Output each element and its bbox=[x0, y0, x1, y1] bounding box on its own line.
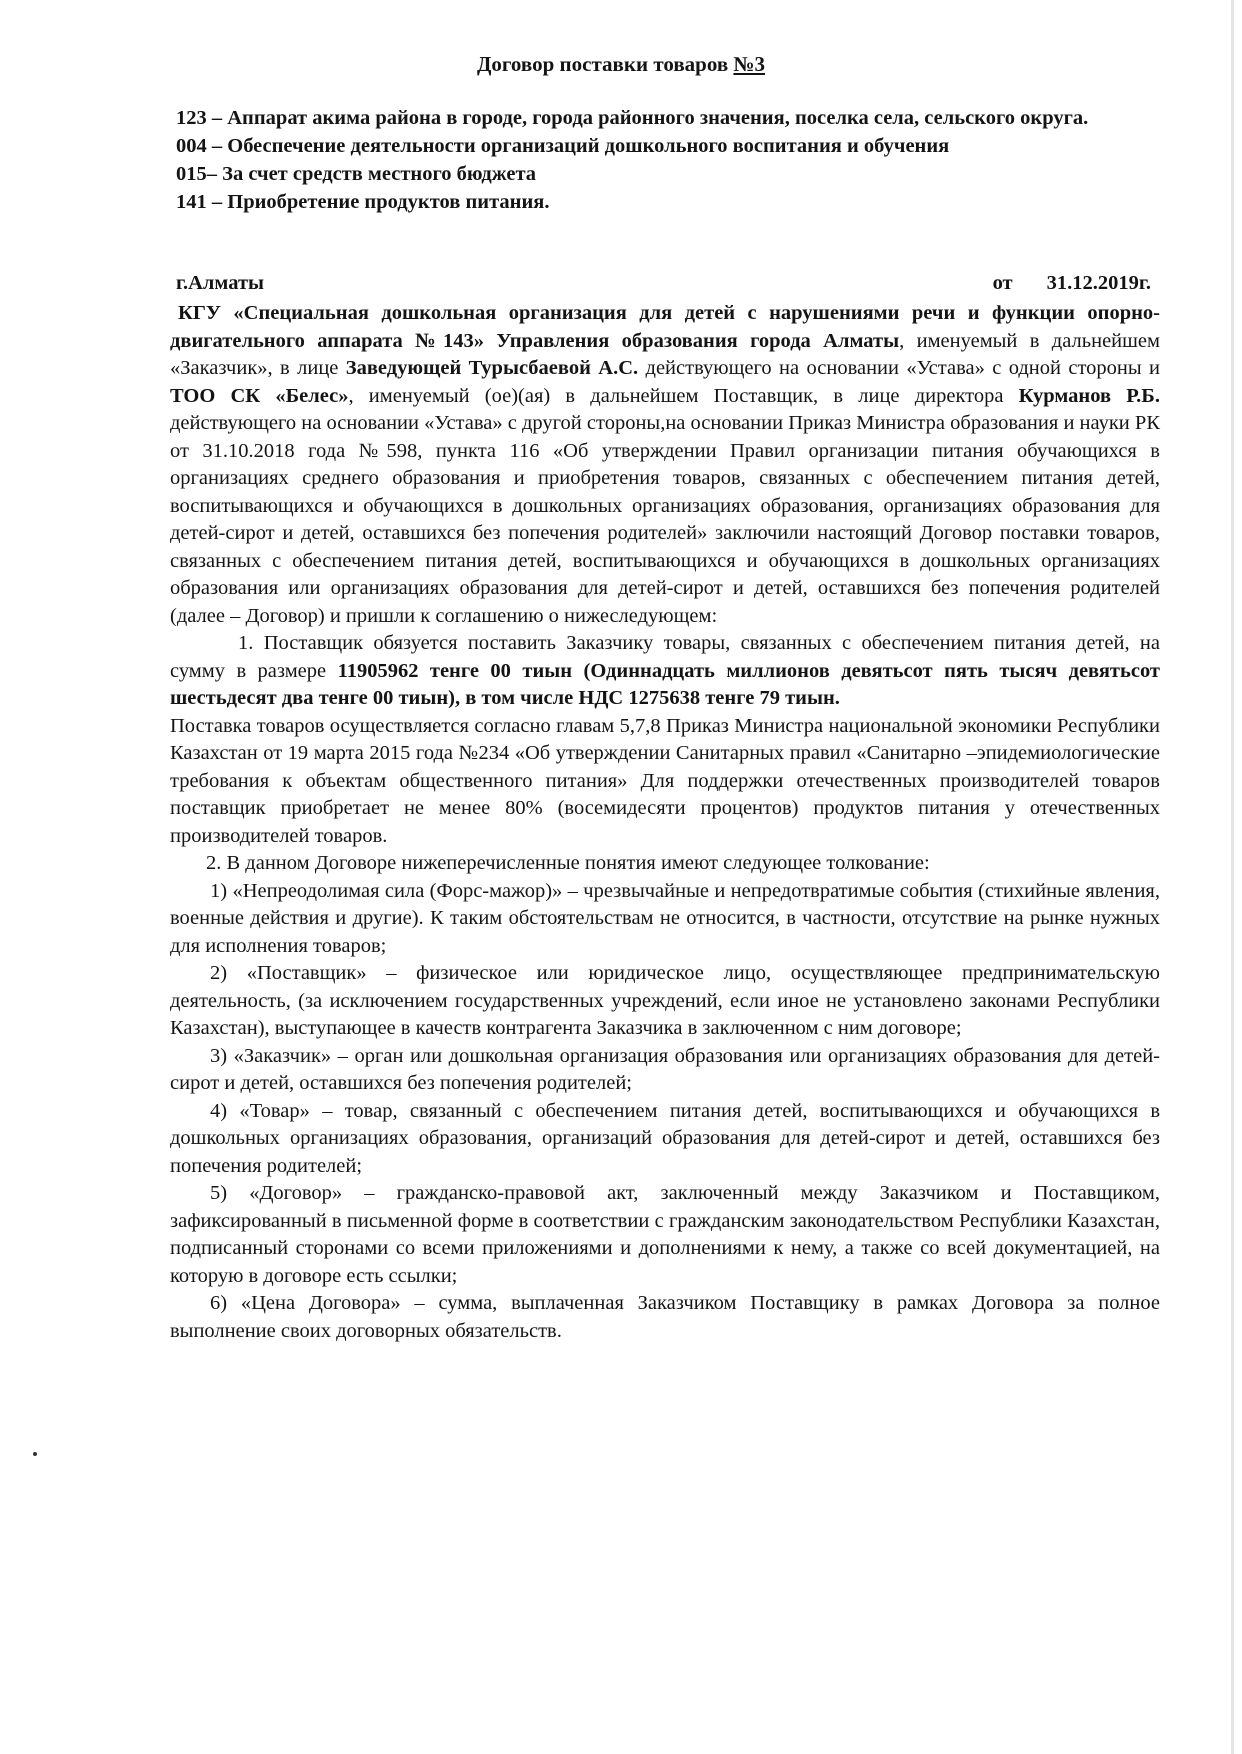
contract-body bbox=[170, 300, 1160, 1345]
customer-organization: КГУ «Специальная дошкольная организация для детей с нарушениями речи и функции опорно- двигательного аппарата №143» Управления образования города Алматы bbox=[170, 302, 1160, 352]
contract-number: №3 bbox=[733, 52, 766, 76]
preamble-text: , именуемый (ое)(ая) в дальнейшем Поставщик, в лице директора bbox=[348, 384, 1019, 407]
code-line: 123 – Аппарат акима района в городе, города районного значения, поселка села, сельского округа. bbox=[176, 107, 1089, 129]
definition-item: 6) «Цена Договора» – сумма, выплаченная Заказчиком Поставщику в рамках Договора за полное выполнение своих договорных обязательств. bbox=[170, 1292, 1160, 1342]
preamble-text: действующего на основании «Устава» с одной стороны и bbox=[638, 357, 1160, 379]
definition-item: 1) «Непреодолимая сила (Форс-мажор)» – чрезвычайные и непредотвратимые события (стихийные явления, военные действия и другие). К таким обстоятельствам не относится, в частности, отсутствие на рынке нужных для исполнения товаров; bbox=[170, 879, 1160, 957]
date-value: 31.12.2019г. bbox=[1046, 272, 1151, 294]
city: г.Алматы bbox=[176, 272, 265, 294]
budget-codes bbox=[176, 104, 1166, 216]
contract-date bbox=[993, 272, 1151, 295]
scan-speck bbox=[33, 1452, 37, 1456]
code-line: 015– За счет средств местного бюджета bbox=[176, 163, 537, 185]
scan-edge bbox=[1231, 0, 1234, 1754]
definition-item: 4) «Товар» – товар, связанный с обеспечением питания детей, воспитывающихся и обучающихся в дошкольных организациях образования, организаций образования для детей-сирот и детей, оставшихся без попечения родителей; bbox=[170, 1099, 1160, 1177]
document-title bbox=[0, 52, 1242, 77]
place-date-line bbox=[176, 272, 1151, 295]
supplier-organization: ТОО СК «Белес» bbox=[170, 384, 349, 407]
clause-2: 2. В данном Договоре нижеперечисленные понятия имеют следующее толкование: bbox=[206, 852, 930, 874]
title-prefix: Договор поставки товаров bbox=[476, 52, 734, 76]
definition-item: 5) «Договор» – гражданско-правовой акт, заключенный между Заказчиком и Поставщиком, зафиксированный в письменной форме в соответствии с гражданским законодательством Республики Казахстан, подписанный сторонами со всеми приложениями и дополнениями к нему, а также со всей документацией, на которую в договоре есть ссылки; bbox=[170, 1182, 1160, 1287]
supplier-representative: Курманов Р.Б. bbox=[1018, 384, 1160, 407]
date-prefix: от bbox=[992, 272, 1013, 294]
definition-item: 2) «Поставщик» – физическое или юридическое лицо, осуществляющее предпринимательскую деятельность, (за исключением государственных учреждений, если иное не установлено законами Республики Казахстан), выступающее в качеств контрагента Заказчика в заключенном с ним договоре; bbox=[170, 962, 1160, 1039]
contract-amount: 11905962 тенге 00 тиын (Одиннадцать миллионов девятьсот пять тысяч девятьсот шестьдесят два тенге 00 тиын), в том числе НДС 1275638 тенге 79 тиын. bbox=[170, 659, 1160, 709]
clause-1 bbox=[170, 630, 1160, 713]
preamble-text: действующего на основании «Устава» с другой стороны,на основании Приказ Министра образования и науки РК от 31.10.2018 года №598, пункта 116 «Об утверждении Правил организации питания обучающихся в организациях среднего образования и приобретения товаров, связанных с обеспечением питания детей, воспитывающихся и обучающихся в дошкольных организациях образования, организациях образования для детей-сирот и детей, оставшихся без попечения родителей» заключили настоящий Договор поставки товаров, связанных с обеспечением питания детей, воспитывающихся и обучающихся в дошкольных организациях образования или организациях образования для детей-сирот и детей, оставшихся без попечения родителей (далее – Договор) и пришли к соглашению о нижеследующем: bbox=[170, 412, 1160, 627]
code-line: 141 – Приобретение продуктов питания. bbox=[176, 191, 550, 213]
definition-item: 3) «Заказчик» – орган или дошкольная организация образования или организациях образования для детей-сирот и детей, оставшихся без попечения родителей; bbox=[170, 1044, 1160, 1094]
customer-representative: Заведующей Турысбаевой А.С. bbox=[345, 357, 639, 379]
code-line: 004 – Обеспечение деятельности организаций дошкольного воспитания и обучения bbox=[176, 135, 950, 157]
preamble-paragraph bbox=[170, 300, 1160, 630]
clause-1-text: 1. Поставщик обязуется поставить Заказчику товары, связанных с обеспечением питания детей, на сумму в размере bbox=[170, 632, 1160, 682]
delivery-paragraph: Поставка товаров осуществляется согласно главам 5,7,8 Приказ Министра национальной экономики Республики Казахстан от 19 марта 2015 года №234 «Об утверждении Санитарных правил «Санитарно –эпидемиологические требования к объектам общественного питания» Для поддержки отечественных производителей товаров поставщик приобретает не менее 80% (восемидесяти процентов) продуктов питания у отечественных производителей товаров. bbox=[170, 714, 1160, 847]
preamble-text: , именуемый в дальнейшем «Заказчик», в лице bbox=[170, 329, 1160, 379]
